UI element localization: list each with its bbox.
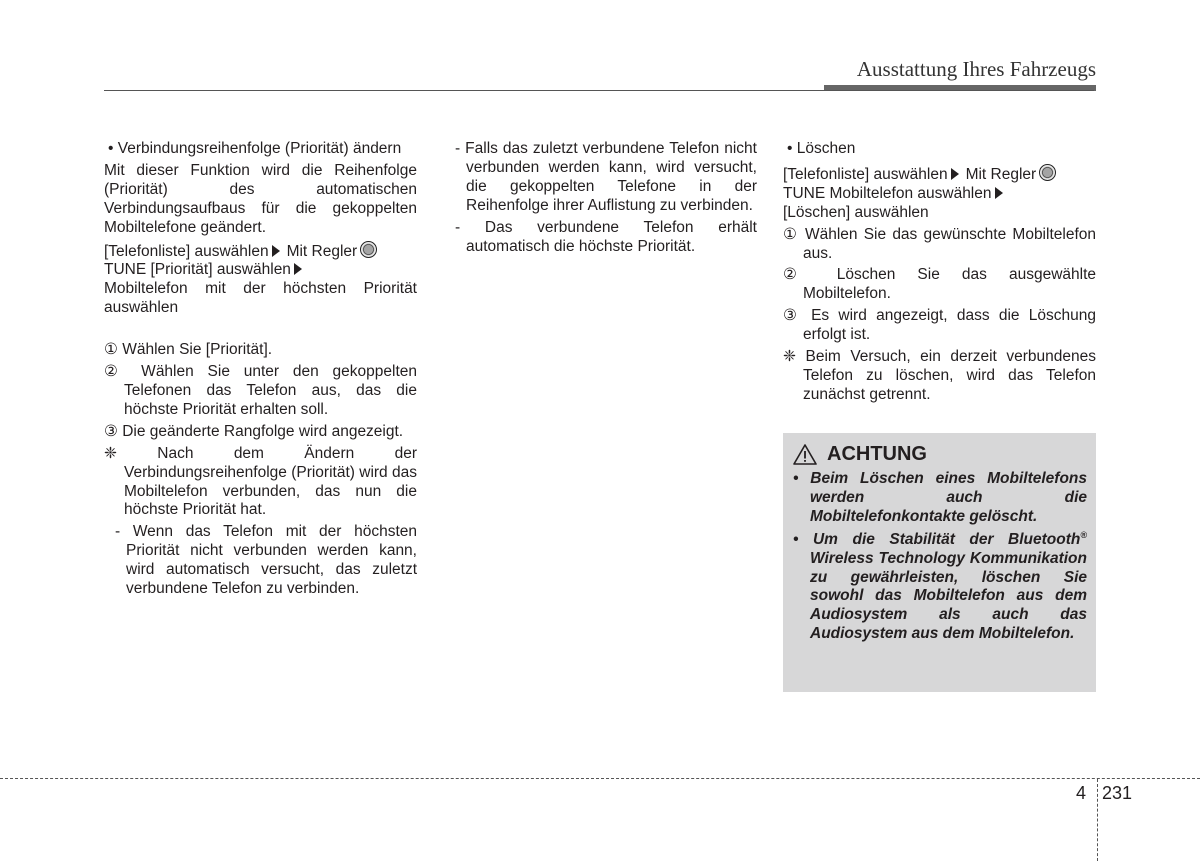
tune-knob-icon	[1039, 164, 1056, 181]
caution-item-2	[793, 531, 1087, 644]
priority-note: ❈ Nach dem Ändern der Verbindungsreihenfolge (Priorität) wird das Mobiltelefon verbunden, das nun die höchste Priorität hat.	[104, 444, 417, 519]
caution-item-2-text: • Um die Stabilität der Bluetooth	[793, 530, 1081, 548]
delete-step-3: ③ Es wird angezeigt, dass die Löschung erfolgt ist.	[783, 307, 1096, 344]
path-step-prioritaet: TUNE [Priorität] auswählen	[104, 261, 291, 279]
chapter-number: 4	[1076, 783, 1087, 803]
path-step-regler: Mit Regler	[965, 165, 1037, 183]
caution-item-2-rest: Wireless Technology Kommunikation zu gewährleisten, löschen Sie sowohl das Mobiltelefon aus dem Audiosystem als auch das Audiosystem aus dem Mobiltelefon.	[810, 549, 1087, 643]
delete-note: ❈ Beim Versuch, ein derzeit verbundenes Telefon zu löschen, wird das Telefon zunächst getrennt.	[783, 348, 1096, 403]
caution-box	[783, 433, 1096, 692]
delete-menu-path	[783, 164, 1096, 223]
priority-note-dash-3: - Das verbundene Telefon erhält automatisch die höchste Priorität.	[455, 218, 757, 255]
priority-step-3: ③ Die geänderte Rangfolge wird angezeigt.	[104, 422, 404, 440]
arrow-right-icon	[995, 187, 1003, 199]
caution-item-1: • Beim Löschen eines Mobiltelefons werden auch die Mobiltelefonkontakte gelöscht.	[793, 470, 1087, 525]
footer-divider	[1097, 779, 1098, 861]
caution-title	[793, 443, 927, 466]
path-step-telefonliste: [Telefonliste] auswählen	[783, 165, 948, 183]
header-rule	[104, 90, 1094, 91]
caution-title-text: ACHTUNG	[827, 443, 927, 465]
caution-body	[793, 470, 1087, 648]
priority-step-1: ① Wählen Sie [Priorität].	[104, 341, 273, 359]
section-heading-priority: • Verbindungsreihenfolge (Priorität) ändern	[108, 140, 402, 157]
priority-intro: Mit dieser Funktion wird die Reihenfolge (Priorität) des automatischen Verbindungsaufbaus für die gekoppelten Mobiltelefone geändert.	[104, 161, 417, 236]
path-step-select-phone: Mobiltelefon mit der höchsten Priorität auswählen	[104, 280, 417, 317]
delete-step-1: ① Wählen Sie das gewünschte Mobiltelefon aus.	[783, 225, 1096, 262]
warning-icon	[793, 444, 817, 465]
tune-knob-icon	[360, 241, 377, 258]
path-step-regler: Mit Regler	[286, 242, 358, 260]
column-2	[455, 140, 757, 259]
path-step-telefonliste: [Telefonliste] auswählen	[104, 242, 269, 260]
registered-mark: ®	[1080, 529, 1087, 540]
path-step-mobiltelefon: TUNE Mobiltelefon auswählen	[783, 184, 992, 202]
footer-rule	[0, 778, 1200, 779]
arrow-right-icon	[294, 263, 302, 275]
section-heading-delete: • Löschen	[787, 140, 856, 157]
priority-step-2: ② Wählen Sie unter den gekoppelten Telefonen das Telefon aus, das die höchste Priorität erhalten soll.	[104, 363, 417, 418]
path-step-loeschen: [Löschen] auswählen	[783, 203, 929, 221]
column-3	[783, 140, 1096, 408]
column-1	[104, 140, 417, 602]
delete-step-2: ② Löschen Sie das ausgewählte Mobiltelefon.	[783, 266, 1096, 303]
page-header-title: Ausstattung Ihres Fahrzeugs	[856, 57, 1096, 81]
arrow-right-icon	[272, 245, 280, 257]
page-number: 231	[1102, 783, 1133, 803]
priority-note-dash-2: - Falls das zuletzt verbundene Telefon nicht verbunden werden kann, wird versucht, die gekoppelten Telefone in der Reihenfolge ihrer Auflistung zu verbinden.	[455, 140, 757, 214]
priority-note-dash-1: - Wenn das Telefon mit der höchsten Priorität nicht verbunden werden kann, wird automatisch versucht, das zuletzt verbundene Telefon zu verbinden.	[115, 523, 417, 598]
priority-menu-path	[104, 241, 417, 319]
arrow-right-icon	[951, 168, 959, 180]
